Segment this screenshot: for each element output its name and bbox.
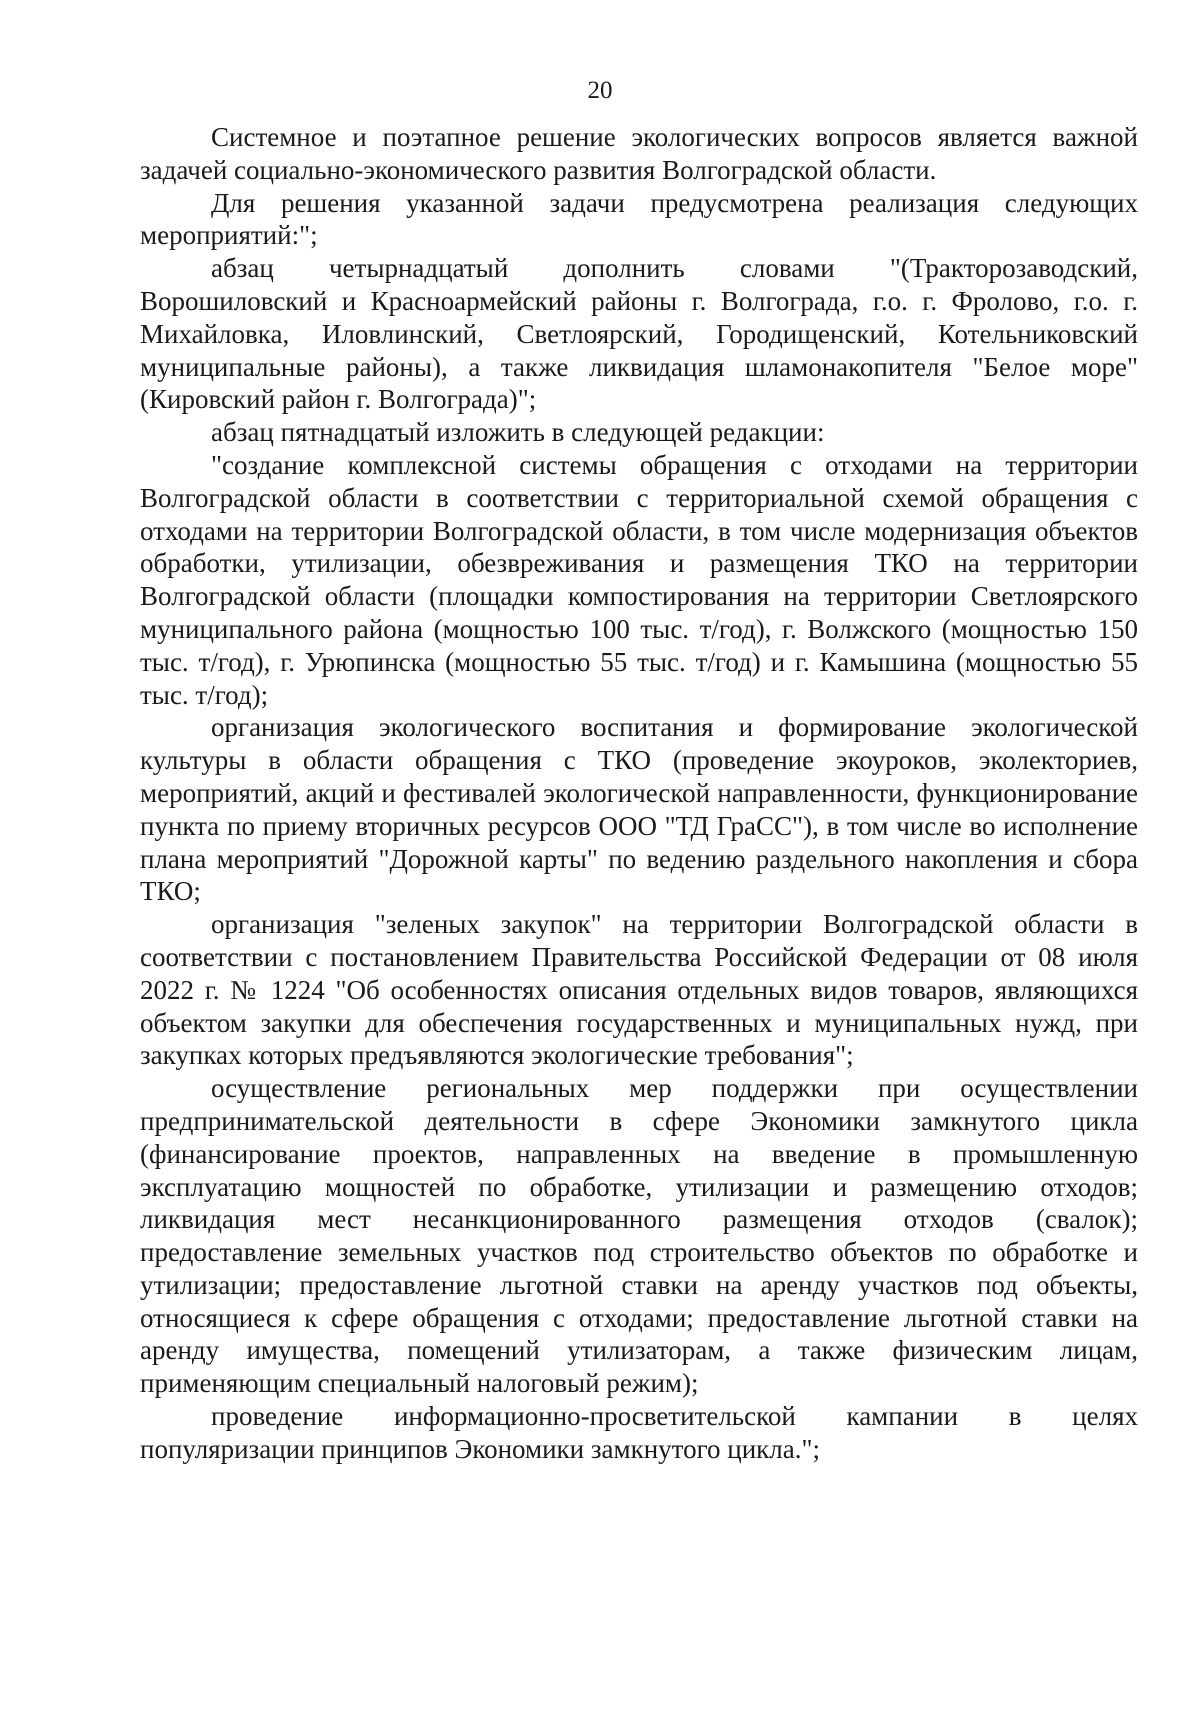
paragraph-7: организация "зеленых закупок" на территории Волгоградской области в соответствии с постановлением Правительства Российской Федерации от 08 июля 2022 г. № 1224 "Об особенностях описания отдельных видов товаров, являющихся объектом закупки для обеспечения государственных и муниципальных нужд, при закупках которых предъявляются экологические требования";: [140, 909, 1138, 1071]
document-body: [140, 121, 1138, 1466]
paragraph-9: проведение информационно-просветительской кампании в целях популяризации принципов Экономики замкнутого цикла.";: [140, 1401, 1138, 1464]
paragraph-2: Для решения указанной задачи предусмотрена реализация следующих мероприятий:";: [140, 187, 1138, 251]
page-number: 20: [587, 77, 613, 104]
paragraph-3: абзац четырнадцатый дополнить словами "(Тракторозаводский, Ворошиловский и Красноармейский районы г. Волгограда, г.о. г. Фролово, г.о. г. Михайловка, Иловлинский, Светлоярский, Городищенский, Котельниковский муниципальные районы), а также ликвидация шламонакопителя "Белое море" (Кировский район г. Волгограда)";: [140, 253, 1138, 415]
paragraph-1: Системное и поэтапное решение экологических вопросов является важной задачей социально-экономического развития Волгоградской области.: [140, 122, 1138, 185]
paragraph-4: абзац пятнадцатый изложить в следующей редакции:: [211, 417, 825, 448]
paragraph-5: "создание комплексной системы обращения с отходами на территории Волгоградской области в соответствии с территориальной схемой обращения с отходами на территории Волгоградской области, в том числе модернизация объектов обработки, утилизации, обезвреживания и размещения ТКО на территории Волгоградской области (площадки компостирования на территории Светлоярского муниципального района (мощностью 100 тыс. т/год), г. Волжского (мощностью 150 тыс. т/год), г. Урюпинска (мощностью 55 тыс. т/год) и г. Камышина (мощностью 55 тыс. т/год);: [140, 449, 1138, 710]
paragraph-8: осуществление региональных мер поддержки при осуществлении предпринимательской деятельности в сфере Экономики замкнутого цикла (финансирование проектов, направленных на введение в промышленную эксплуатацию мощностей по обработке, утилизации и размещению отходов; ликвидация мест несанкционированного размещения отходов (свалок); предоставление земельных участков под строительство объектов по обработке и утилизации; предоставление льготной ставки на аренду участков под объекты, относящиеся к сфере обращения с отходами; предоставление льготной ставки на аренду имущества, помещений утилизаторам, а также физическим лицам, применяющим специальный налоговый режим);: [140, 1073, 1138, 1399]
paragraph-6: организация экологического воспитания и формирование экологической культуры в области обращения с ТКО (проведение экоуроков, эколекториев, мероприятий, акций и фестивалей экологической направленности, функционирование пункта по приему вторичных ресурсов ООО "ТД ГраСС"), в том числе во исполнение плана мероприятий "Дорожной карты" по ведению раздельного накопления и сбора ТКО;: [140, 712, 1138, 907]
